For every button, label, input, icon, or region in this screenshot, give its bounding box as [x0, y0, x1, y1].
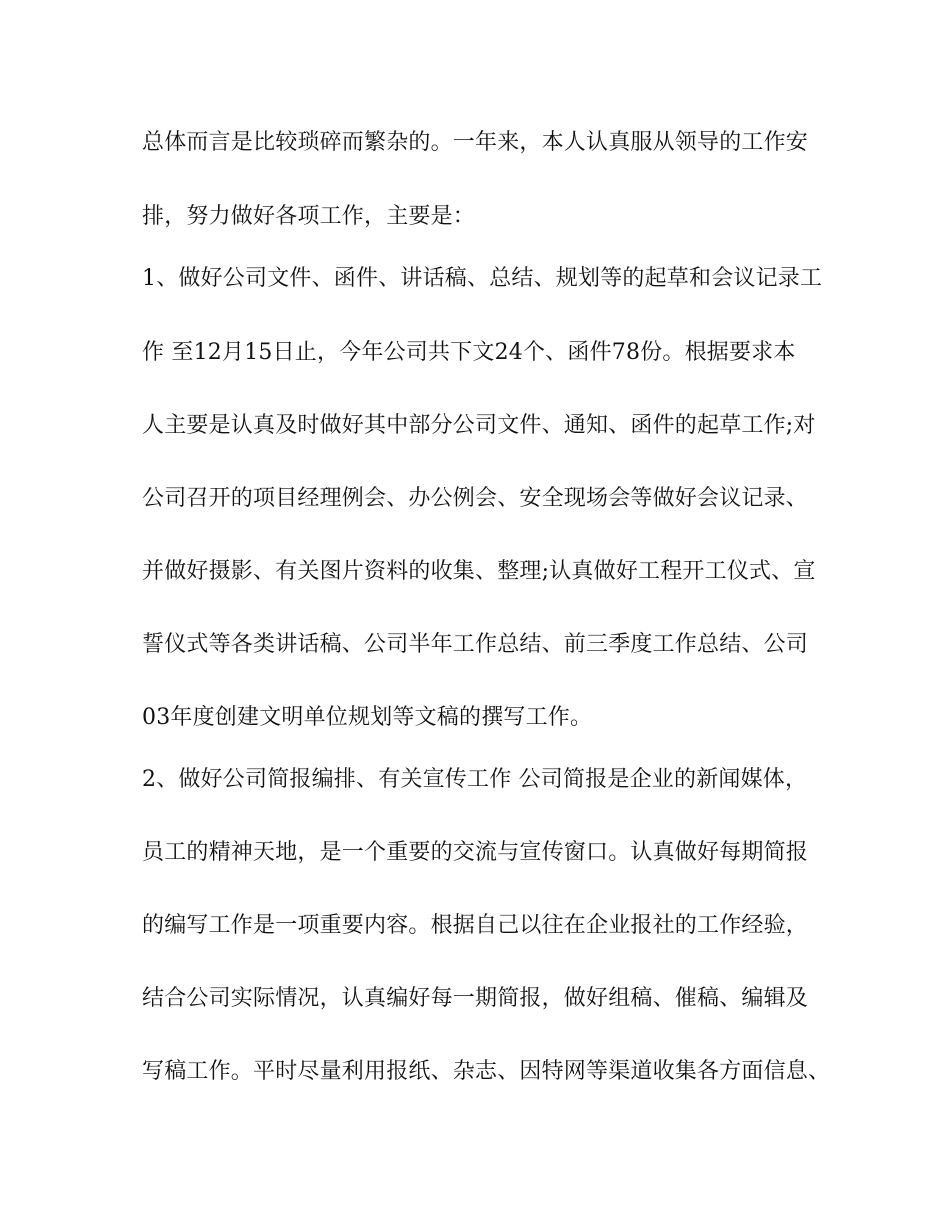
text-line: 作 至12月15日止，今年公司共下文24个、函件78份。根据要求本 [142, 340, 796, 365]
text-line: 人主要是认真及时做好其中部分公司文件、通知、函件的起草工作;对 [142, 413, 816, 438]
text-line: 总体而言是比较琐碎而繁杂的。一年来，本人认真服从领导的工作安 [142, 130, 809, 155]
text-line: 誓仪式等各类讲话稿、公司半年工作总结、前三季度工作总结、公司 [142, 632, 809, 657]
text-line: 1、做好公司文件、函件、讲话稿、总结、规划等的起草和会议记录工 [142, 266, 823, 291]
text-line: 公司召开的项目经理例会、办公例会、安全现场会等做好会议记录、 [142, 486, 809, 511]
text-line: 03年度创建文明单位规划等文稿的撰写工作。 [142, 705, 593, 730]
text-line: 并做好摄影、有关图片资料的收集、整理;认真做好工程开工仪式、宣 [142, 559, 816, 584]
text-line: 排，努力做好各项工作，主要是： [142, 204, 476, 229]
text-line: 结合公司实际情况，认真编好每一期简报，做好组稿、催稿、编辑及 [142, 986, 809, 1011]
text-line: 2、做好公司简报编排、有关宣传工作 公司简报是企业的新闻媒体， [142, 767, 808, 792]
text-line: 员工的精神天地，是一个重要的交流与宣传窗口。认真做好每期简报 [142, 840, 809, 865]
text-line: 写稿工作。平时尽量利用报纸、杂志、因特网等渠道收集各方面信息、 [142, 1059, 831, 1084]
text-line: 的编写工作是一项重要内容。根据自己以往在企业报社的工作经验， [142, 913, 809, 938]
